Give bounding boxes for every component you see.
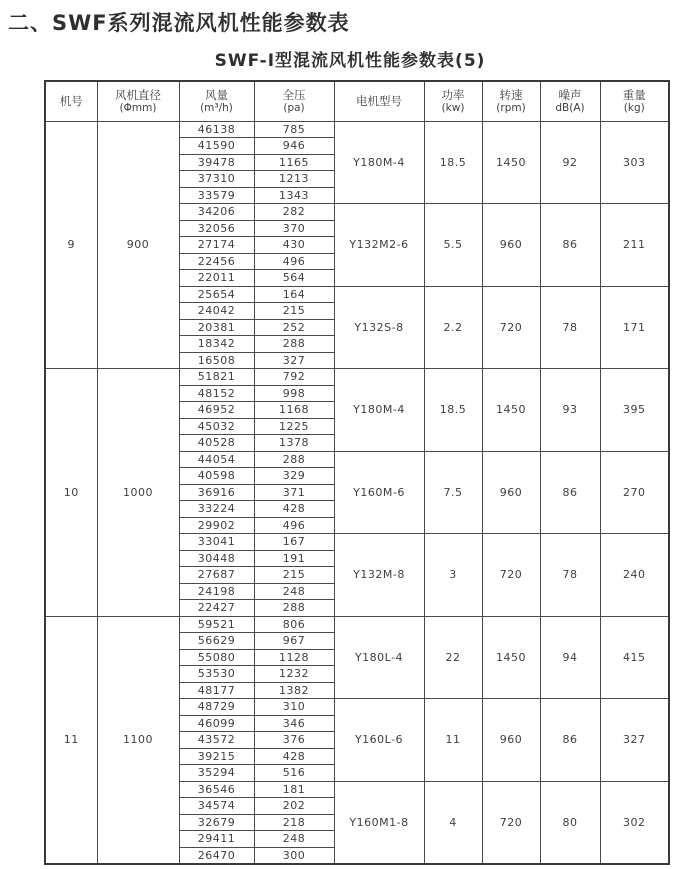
pressure-cell: 215 [254,303,334,320]
diameter-cell: 1100 [97,616,179,864]
weight-cell: 303 [600,121,669,204]
pressure-cell: 248 [254,831,334,848]
header-pressure: 全压 (pa) [254,81,334,121]
table-body [45,121,669,864]
weight-cell: 171 [600,286,669,369]
flow-cell: 55080 [179,649,254,666]
speed-cell: 1450 [482,121,540,204]
flow-cell: 26470 [179,847,254,864]
power-cell: 5.5 [424,204,482,287]
power-cell: 18.5 [424,121,482,204]
pressure-cell: 248 [254,583,334,600]
noise-cell: 94 [540,616,600,699]
speed-cell: 1450 [482,369,540,452]
flow-cell: 59521 [179,616,254,633]
motor-cell: Y132S-8 [334,286,424,369]
pressure-cell: 346 [254,715,334,732]
flow-cell: 39478 [179,154,254,171]
page-title: 二、SWF系列混流风机性能参数表 [8,11,350,35]
diameter-cell: 1000 [97,369,179,617]
flow-cell: 40598 [179,468,254,485]
flow-cell: 37310 [179,171,254,188]
pressure-cell: 164 [254,286,334,303]
power-cell: 22 [424,616,482,699]
flow-cell: 34206 [179,204,254,221]
weight-cell: 211 [600,204,669,287]
pressure-cell: 376 [254,732,334,749]
flow-cell: 22456 [179,253,254,270]
model-no-cell: 11 [45,616,97,864]
flow-cell: 29411 [179,831,254,848]
weight-cell: 395 [600,369,669,452]
pressure-cell: 1168 [254,402,334,419]
pressure-cell: 252 [254,319,334,336]
table-row [45,616,669,633]
pressure-cell: 1232 [254,666,334,683]
model-no-cell: 9 [45,121,97,369]
flow-cell: 45032 [179,418,254,435]
pressure-cell: 329 [254,468,334,485]
pressure-cell: 1225 [254,418,334,435]
pressure-cell: 288 [254,336,334,353]
pressure-cell: 1213 [254,171,334,188]
pressure-cell: 496 [254,517,334,534]
pressure-cell: 282 [254,204,334,221]
speed-cell: 1450 [482,616,540,699]
motor-cell: Y132M-8 [334,534,424,617]
pressure-cell: 181 [254,781,334,798]
pressure-cell: 496 [254,253,334,270]
pressure-cell: 1382 [254,682,334,699]
header-model-no: 机号 [45,81,97,121]
pressure-cell: 806 [254,616,334,633]
header-speed: 转速 (rpm) [482,81,540,121]
pressure-cell: 428 [254,748,334,765]
power-cell: 18.5 [424,369,482,452]
pressure-cell: 300 [254,847,334,864]
flow-cell: 33224 [179,501,254,518]
power-cell: 4 [424,781,482,864]
motor-cell: Y132M2-6 [334,204,424,287]
pressure-cell: 167 [254,534,334,551]
pressure-cell: 564 [254,270,334,287]
power-cell: 3 [424,534,482,617]
table-row [45,121,669,138]
motor-cell: Y180L-4 [334,616,424,699]
noise-cell: 93 [540,369,600,452]
flow-cell: 24042 [179,303,254,320]
speed-cell: 960 [482,204,540,287]
weight-cell: 415 [600,616,669,699]
noise-cell: 92 [540,121,600,204]
flow-cell: 46138 [179,121,254,138]
weight-cell: 240 [600,534,669,617]
pressure-cell: 1378 [254,435,334,452]
flow-cell: 32056 [179,220,254,237]
speed-cell: 960 [482,451,540,534]
table-subtitle: SWF-I型混流风机性能参数表(5) [214,51,486,71]
pressure-cell: 218 [254,814,334,831]
flow-cell: 44054 [179,451,254,468]
header-noise: 噪声 dB(A) [540,81,600,121]
performance-table [44,80,670,865]
power-cell: 2.2 [424,286,482,369]
header-flow: 风量 (m³/h) [179,81,254,121]
table-row [45,369,669,386]
pressure-cell: 428 [254,501,334,518]
flow-cell: 27687 [179,567,254,584]
header-weight: 重量 (kg) [600,81,669,121]
header-motor-model: 电机型号 [334,81,424,121]
motor-cell: Y160M-6 [334,451,424,534]
noise-cell: 86 [540,204,600,287]
header-diameter: 风机直径 (Φmm) [97,81,179,121]
pressure-cell: 1128 [254,649,334,666]
pressure-cell: 215 [254,567,334,584]
flow-cell: 51821 [179,369,254,386]
speed-cell: 720 [482,286,540,369]
power-cell: 7.5 [424,451,482,534]
flow-cell: 35294 [179,765,254,782]
noise-cell: 78 [540,534,600,617]
motor-cell: Y160M1-8 [334,781,424,864]
pressure-cell: 792 [254,369,334,386]
flow-cell: 22011 [179,270,254,287]
weight-cell: 327 [600,699,669,782]
flow-cell: 33041 [179,534,254,551]
flow-cell: 34574 [179,798,254,815]
flow-cell: 33579 [179,187,254,204]
flow-cell: 20381 [179,319,254,336]
motor-cell: Y180M-4 [334,369,424,452]
flow-cell: 46952 [179,402,254,419]
weight-cell: 302 [600,781,669,864]
pressure-cell: 371 [254,484,334,501]
flow-cell: 53530 [179,666,254,683]
flow-cell: 48177 [179,682,254,699]
flow-cell: 40528 [179,435,254,452]
pressure-cell: 191 [254,550,334,567]
weight-cell: 270 [600,451,669,534]
motor-cell: Y180M-4 [334,121,424,204]
flow-cell: 48729 [179,699,254,716]
pressure-cell: 946 [254,138,334,155]
flow-cell: 22427 [179,600,254,617]
pressure-cell: 430 [254,237,334,254]
flow-cell: 30448 [179,550,254,567]
flow-cell: 46099 [179,715,254,732]
model-no-cell: 10 [45,369,97,617]
flow-cell: 16508 [179,352,254,369]
flow-cell: 41590 [179,138,254,155]
flow-cell: 43572 [179,732,254,749]
pressure-cell: 1343 [254,187,334,204]
pressure-cell: 327 [254,352,334,369]
pressure-cell: 785 [254,121,334,138]
diameter-cell: 900 [97,121,179,369]
flow-cell: 48152 [179,385,254,402]
noise-cell: 86 [540,699,600,782]
pressure-cell: 967 [254,633,334,650]
pressure-cell: 1165 [254,154,334,171]
header-power: 功率 (kw) [424,81,482,121]
flow-cell: 56629 [179,633,254,650]
flow-cell: 18342 [179,336,254,353]
flow-cell: 32679 [179,814,254,831]
pressure-cell: 288 [254,451,334,468]
motor-cell: Y160L-6 [334,699,424,782]
flow-cell: 36546 [179,781,254,798]
flow-cell: 27174 [179,237,254,254]
flow-cell: 29902 [179,517,254,534]
pressure-cell: 998 [254,385,334,402]
flow-cell: 24198 [179,583,254,600]
noise-cell: 78 [540,286,600,369]
power-cell: 11 [424,699,482,782]
pressure-cell: 516 [254,765,334,782]
table-header-row [45,81,669,121]
flow-cell: 36916 [179,484,254,501]
noise-cell: 86 [540,451,600,534]
pressure-cell: 288 [254,600,334,617]
speed-cell: 960 [482,699,540,782]
pressure-cell: 370 [254,220,334,237]
noise-cell: 80 [540,781,600,864]
speed-cell: 720 [482,781,540,864]
speed-cell: 720 [482,534,540,617]
flow-cell: 25654 [179,286,254,303]
pressure-cell: 310 [254,699,334,716]
pressure-cell: 202 [254,798,334,815]
flow-cell: 39215 [179,748,254,765]
